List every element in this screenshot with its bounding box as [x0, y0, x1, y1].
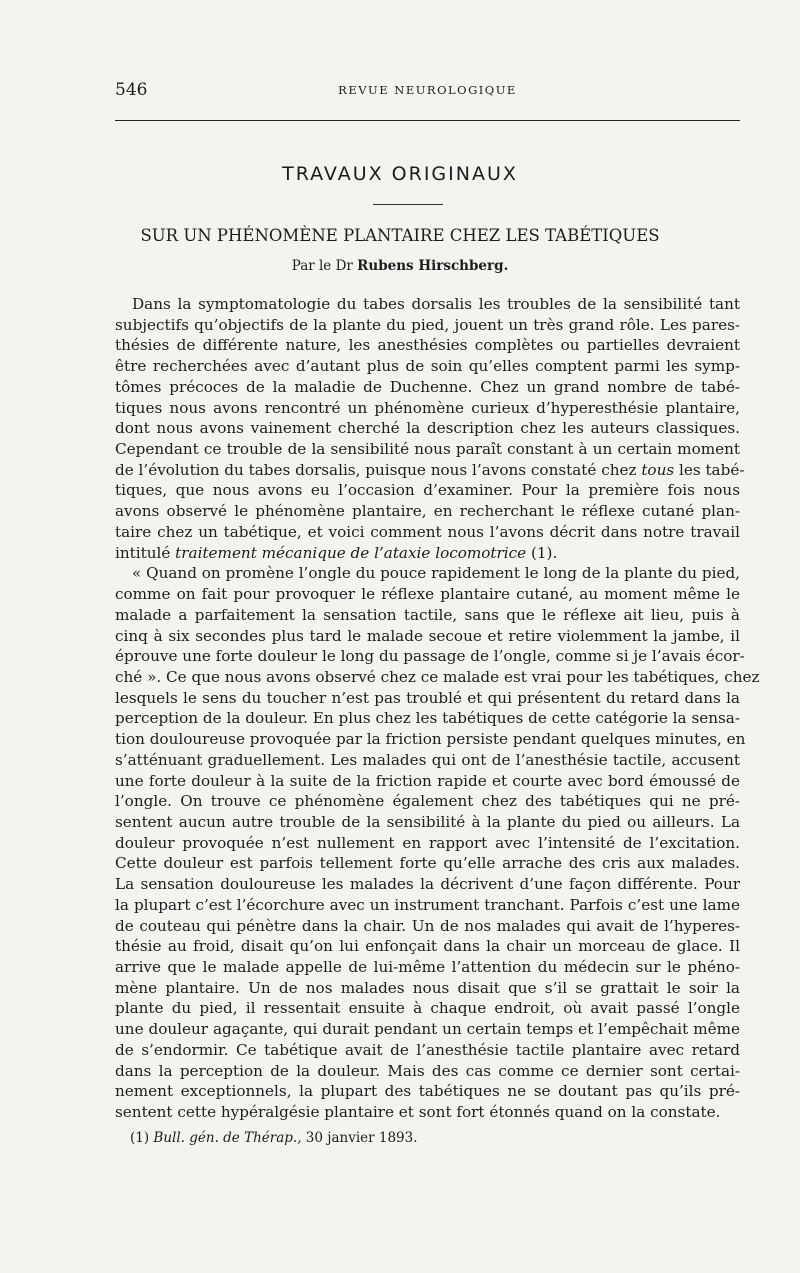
byline-prefix: Par le Dr: [291, 258, 353, 274]
italic-text: traitement mécanique de l’ataxie locomotrice: [175, 543, 527, 562]
text-line: « Quand on promène l’ongle du pouce rapidement le long de la plante du pied,: [132, 564, 740, 583]
text-line: Cependant ce trouble de la sensibilité nous paraît constant à un certain moment: [115, 440, 740, 459]
text-line: tômes précoces de la maladie de Duchenne. Chez un grand nombre de tabé-: [115, 377, 740, 396]
text-line: nement exceptionnels, la plupart des tabétiques ne se doutant pas qu’ils pré-: [115, 1082, 740, 1101]
text-line: intitulé traitement mécanique de l’ataxie locomotrice (1).: [115, 543, 558, 562]
journal-title: REVUE NEUROLOGIQUE: [338, 83, 517, 97]
text-line: s’atténuant graduellement. Les malades qui ont de l’anesthésie tactile, accusent: [115, 750, 740, 769]
text-line: cinq à six secondes plus tard le malade secoue et retire violemment la jambe, il: [115, 626, 740, 645]
article-body: [115, 294, 760, 1123]
author-name: Rubens Hirschberg.: [357, 258, 509, 274]
text-line: tiques, que nous avons eu l’occasion d’examiner. Pour la première fois nous: [115, 481, 740, 500]
text-line: une forte douleur à la suite de la friction rapide et courte avec bord émoussé de: [115, 771, 740, 790]
italic-text: tous: [641, 460, 675, 479]
page-number: 546: [115, 80, 148, 100]
text-line: avons observé le phénomène plantaire, en recherchant le réflexe cutané plan-: [115, 502, 740, 521]
paragraph-2: [115, 563, 760, 1122]
text-line: thésie au froid, disait qu’on lui enfonçait dans la chair un morceau de glace. Il: [115, 937, 740, 956]
text-line: de s’endormir. Ce tabétique avait de l’anesthésie tactile plantaire avec retard: [115, 1040, 740, 1059]
text-line: de l’évolution du tabes dorsalis, puisque nous l’avons constaté chez tous les tabé-: [115, 460, 745, 479]
text-line: ché ». Ce que nous avons observé chez ce malade est vrai pour les tabétiques, chez: [115, 667, 760, 686]
text-line: de couteau qui pénètre dans la chair. Un de nos malades qui avait de l’hyperes-: [115, 916, 740, 935]
article-title: SUR UN PHÉNOMÈNE PLANTAIRE CHEZ LES TABÉTIQUES: [140, 226, 660, 245]
text-line: sentent aucun autre trouble de la sensibilité à la plante du pied ou ailleurs. La: [115, 812, 740, 831]
text-line: thésies de différente nature, les anesthésies complètes ou partielles devraient: [115, 336, 740, 355]
section-title: TRAVAUX ORIGINAUX: [282, 163, 518, 185]
section-rule: [373, 204, 443, 205]
text-line: la plupart c’est l’écorchure avec un instrument tranchant. Parfois c’est une lame: [115, 895, 740, 914]
text-line: une douleur agaçante, qui durait pendant un certain temps et l’empêchait même: [115, 1020, 740, 1039]
text-line: dont nous avons vainement cherché la description chez les auteurs classiques.: [115, 419, 740, 438]
text-line: douleur provoquée n’est nullement en rapport avec l’intensité de l’excitation.: [115, 833, 740, 852]
text-line: arrive que le malade appelle de lui-même l’attention du médecin sur le phéno-: [115, 958, 740, 976]
text-line: tion douloureuse provoquée par la friction persiste pendant quelques minutes, en: [115, 730, 746, 749]
paragraph-1: [115, 294, 745, 563]
text-line: être recherchées avec d’autant plus de soin qu’elles comptent parmi les symp-: [115, 357, 740, 376]
footnote-marker: (1): [130, 1130, 150, 1146]
text-line: Cette douleur est parfois tellement forte qu’elle arrache des cris aux malades.: [115, 854, 740, 873]
text-line: taire chez un tabétique, et voici comment nous l’avons décrit dans notre travail: [115, 522, 740, 541]
text-line: subjectifs qu’objectifs de la plante du pied, jouent un très grand rôle. Les pares-: [115, 315, 740, 334]
header-rule: [115, 120, 740, 121]
text-line: Dans la symptomatologie du tabes dorsalis les troubles de la sensibilité tant: [132, 295, 740, 313]
text-line: lesquels le sens du toucher n’est pas troublé et qui présentent du retard dans la: [115, 688, 740, 707]
footnote-source: Bull. gén. de Thérap.,: [153, 1130, 302, 1146]
footnote: [130, 1130, 418, 1146]
text-line: mène plantaire. Un de nos malades nous disait que s’il se grattait le soir la: [115, 978, 740, 997]
text-line: sentent cette hypéralgésie plantaire et sont fort étonnés quand on la constate.: [115, 1103, 721, 1122]
text-line: perception de la douleur. En plus chez les tabétiques de cette catégorie la sensa-: [115, 709, 740, 728]
text-line: l’ongle. On trouve ce phénomène également chez des tabétiques qui ne pré-: [115, 792, 740, 811]
text-line: éprouve une forte douleur le long du passage de l’ongle, comme si je l’avais écor-: [115, 647, 745, 666]
text-line: La sensation douloureuse les malades la décrivent d’une façon différente. Pour: [115, 875, 740, 894]
text-line: tiques nous avons rencontré un phénomène curieux d’hyperesthésie plantaire,: [115, 398, 740, 417]
text-line: dans la perception de la douleur. Mais des cas comme ce dernier sont certai-: [115, 1061, 740, 1080]
text-line: plante du pied, il ressentait ensuite à chaque endroit, où avait passé l’ongle: [115, 999, 740, 1018]
footnote-date: 30 janvier 1893.: [305, 1130, 418, 1146]
text-line: malade a parfaitement la sensation tactile, sans que le réflexe ait lieu, puis à: [115, 605, 740, 624]
byline: [0, 258, 800, 274]
text-line: comme on fait pour provoquer le réflexe plantaire cutané, au moment même le: [115, 585, 740, 604]
running-header: [115, 80, 740, 102]
